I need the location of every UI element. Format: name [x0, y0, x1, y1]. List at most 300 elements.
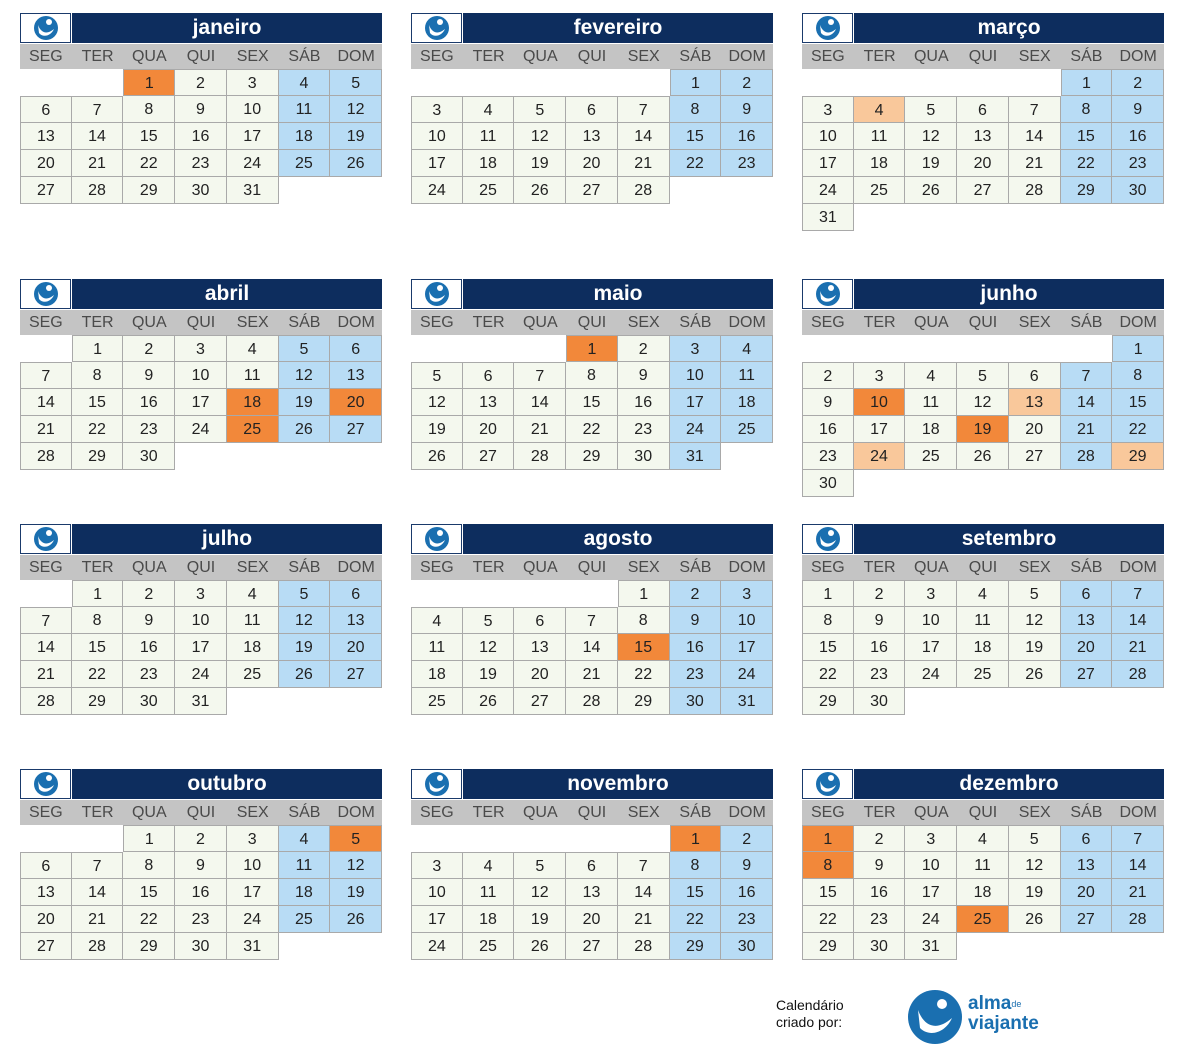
weekday-label: DOM: [728, 804, 766, 821]
day-cell: 12: [1009, 852, 1061, 879]
empty-cell: [411, 335, 463, 362]
day-cell: 14: [618, 879, 670, 906]
month-name: agosto: [463, 524, 773, 554]
day-cell: 29: [618, 688, 670, 715]
day-grid: [802, 825, 1164, 960]
day-cell: 30: [123, 443, 175, 470]
month-5: [802, 279, 1164, 497]
month-6: [20, 524, 382, 715]
day-cell: 4: [411, 607, 463, 634]
day-cell: 28: [1009, 177, 1061, 204]
weekday-label: SEX: [1018, 804, 1051, 821]
weekday-label: SEG: [28, 314, 63, 331]
day-cell: 26: [514, 177, 566, 204]
day-cell: 28: [1112, 661, 1164, 688]
day-cell: 24: [721, 661, 773, 688]
day-cell: 4: [905, 362, 957, 389]
day-cell: 9: [670, 607, 722, 634]
day-cell: 14: [566, 634, 618, 661]
day-cell: 3: [175, 335, 227, 362]
month-name: dezembro: [854, 769, 1164, 799]
weekday-label: SEG: [419, 314, 454, 331]
day-cell: 23: [854, 906, 906, 933]
month-4: [411, 279, 773, 470]
weekday-label: QUA: [522, 48, 558, 65]
day-cell: 16: [721, 123, 773, 150]
day-cell: 22: [123, 150, 175, 177]
day-cell: 11: [463, 123, 515, 150]
day-cell: 4: [463, 96, 515, 123]
day-grid: [411, 335, 773, 470]
day-cell: 22: [802, 661, 854, 688]
day-cell: 24: [175, 661, 227, 688]
day-cell: 21: [20, 416, 72, 443]
month-8: [802, 524, 1164, 715]
day-cell: 1: [72, 580, 124, 607]
day-cell: 19: [411, 416, 463, 443]
day-cell: 4: [279, 825, 331, 852]
day-cell: 27: [566, 933, 618, 960]
day-cell: 4: [957, 825, 1009, 852]
day-cell: 24: [905, 906, 957, 933]
day-cell: 10: [721, 607, 773, 634]
weekday-label: DOM: [1119, 48, 1157, 65]
day-cell: 11: [279, 96, 331, 123]
weekday-label: TER: [863, 559, 896, 576]
day-cell: 5: [463, 607, 515, 634]
weekday-label: SEG: [810, 314, 845, 331]
day-cell: 19: [279, 389, 331, 416]
day-cell: 27: [1009, 443, 1061, 470]
day-cell: 12: [411, 389, 463, 416]
day-cell: 20: [1061, 879, 1113, 906]
weekday-label: SEG: [810, 559, 845, 576]
day-cell: 25: [279, 150, 331, 177]
weekday-label: QUI: [968, 48, 998, 65]
day-cell: 22: [1061, 150, 1113, 177]
day-cell: 29: [802, 933, 854, 960]
weekday-label: DOM: [1119, 314, 1157, 331]
day-cell: 1: [670, 825, 722, 852]
day-cell: 12: [957, 389, 1009, 416]
day-cell: 5: [905, 96, 957, 123]
day-cell: 3: [227, 69, 279, 96]
day-cell: 11: [957, 852, 1009, 879]
day-cell: 23: [618, 416, 670, 443]
day-cell: 13: [20, 879, 72, 906]
empty-cell: [854, 69, 906, 96]
day-cell: 28: [1061, 443, 1113, 470]
day-cell: 8: [1061, 96, 1113, 123]
brand-logo: [906, 988, 1039, 1046]
day-cell: 7: [20, 362, 72, 389]
traveler-logo-icon: [411, 279, 462, 309]
day-cell: 24: [411, 933, 463, 960]
day-cell: 5: [514, 852, 566, 879]
day-cell: 28: [20, 688, 72, 715]
day-cell: 26: [1009, 906, 1061, 933]
day-cell: 15: [72, 389, 124, 416]
empty-cell: [514, 69, 566, 96]
day-cell: 22: [72, 416, 124, 443]
day-cell: 20: [463, 416, 515, 443]
weekday-label: TER: [863, 48, 896, 65]
day-cell: 16: [802, 416, 854, 443]
day-cell: 23: [175, 906, 227, 933]
day-cell: 29: [670, 933, 722, 960]
weekday-label: DOM: [1119, 559, 1157, 576]
day-cell: 30: [854, 933, 906, 960]
day-cell: 23: [123, 661, 175, 688]
weekday-header: [20, 555, 382, 580]
empty-cell: [463, 335, 515, 362]
month-1: [411, 13, 773, 204]
day-cell: 21: [20, 661, 72, 688]
weekday-label: SEX: [627, 314, 660, 331]
day-cell: 10: [905, 852, 957, 879]
day-cell: 7: [20, 607, 72, 634]
day-cell: 10: [854, 389, 906, 416]
weekday-label: QUA: [913, 48, 949, 65]
weekday-label: SÁB: [1070, 48, 1103, 65]
day-cell: 9: [721, 96, 773, 123]
day-cell: 16: [721, 879, 773, 906]
day-grid: [20, 825, 382, 960]
day-cell: 2: [721, 825, 773, 852]
weekday-label: SÁB: [1070, 314, 1103, 331]
day-cell: 27: [330, 416, 382, 443]
credit-line-2: criado por:: [776, 1014, 843, 1030]
day-cell: 2: [175, 825, 227, 852]
day-grid: [802, 69, 1164, 231]
day-cell: 29: [72, 688, 124, 715]
day-cell: 26: [463, 688, 515, 715]
day-cell: 15: [1061, 123, 1113, 150]
month-header: [20, 769, 382, 799]
day-cell: 9: [802, 389, 854, 416]
day-cell: 21: [566, 661, 618, 688]
weekday-label: QUI: [968, 804, 998, 821]
empty-cell: [905, 335, 957, 362]
empty-cell: [957, 69, 1009, 96]
day-cell: 23: [802, 443, 854, 470]
day-cell: 29: [72, 443, 124, 470]
day-cell: 27: [20, 933, 72, 960]
day-cell: 28: [566, 688, 618, 715]
day-cell: 10: [227, 96, 279, 123]
day-cell: 31: [670, 443, 722, 470]
day-cell: 19: [330, 123, 382, 150]
day-cell: 6: [1009, 362, 1061, 389]
weekday-label: QUA: [522, 314, 558, 331]
day-cell: 7: [72, 96, 124, 123]
day-cell: 11: [463, 879, 515, 906]
day-cell: 3: [227, 825, 279, 852]
empty-cell: [411, 825, 463, 852]
day-cell: 27: [1061, 661, 1113, 688]
day-cell: 18: [279, 123, 331, 150]
day-cell: 26: [905, 177, 957, 204]
day-cell: 13: [330, 362, 382, 389]
day-cell: 5: [1009, 825, 1061, 852]
day-cell: 6: [514, 607, 566, 634]
traveler-logo-icon: [411, 524, 462, 554]
day-cell: 5: [411, 362, 463, 389]
brand-name: alma: [968, 993, 1012, 1014]
empty-cell: [566, 580, 618, 607]
day-cell: 25: [227, 416, 279, 443]
day-cell: 8: [123, 96, 175, 123]
weekday-header: [802, 555, 1164, 580]
day-cell: 27: [463, 443, 515, 470]
empty-cell: [1061, 335, 1113, 362]
weekday-label: TER: [81, 48, 114, 65]
day-cell: 28: [20, 443, 72, 470]
day-cell: 24: [802, 177, 854, 204]
day-cell: 15: [566, 389, 618, 416]
empty-cell: [514, 580, 566, 607]
day-cell: 30: [175, 933, 227, 960]
empty-cell: [411, 580, 463, 607]
empty-cell: [802, 69, 854, 96]
day-cell: 9: [854, 852, 906, 879]
day-cell: 7: [1061, 362, 1113, 389]
day-cell: 8: [72, 362, 124, 389]
weekday-label: SÁB: [679, 48, 712, 65]
weekday-header: [411, 44, 773, 69]
empty-cell: [957, 335, 1009, 362]
day-cell: 21: [72, 150, 124, 177]
day-cell: 30: [854, 688, 906, 715]
day-cell: 11: [411, 634, 463, 661]
day-cell: 21: [1112, 879, 1164, 906]
day-cell: 14: [72, 123, 124, 150]
day-cell: 23: [721, 150, 773, 177]
day-cell: 30: [721, 933, 773, 960]
brand-small: de: [1011, 999, 1022, 1009]
weekday-label: QUI: [577, 804, 607, 821]
day-cell: 15: [123, 123, 175, 150]
day-cell: 10: [175, 362, 227, 389]
weekday-label: QUA: [522, 804, 558, 821]
day-cell: 27: [1061, 906, 1113, 933]
weekday-label: TER: [863, 314, 896, 331]
day-cell: 12: [330, 96, 382, 123]
weekday-label: QUA: [522, 559, 558, 576]
day-cell: 13: [20, 123, 72, 150]
day-cell: 5: [279, 335, 331, 362]
traveler-logo-icon: [411, 13, 462, 43]
empty-cell: [72, 69, 124, 96]
day-cell: 19: [330, 879, 382, 906]
empty-cell: [463, 825, 515, 852]
day-cell: 5: [957, 362, 1009, 389]
empty-cell: [802, 335, 854, 362]
weekday-label: QUA: [131, 804, 167, 821]
day-cell: 23: [175, 150, 227, 177]
day-cell: 29: [123, 177, 175, 204]
day-cell: 16: [123, 389, 175, 416]
weekday-label: TER: [472, 559, 505, 576]
empty-cell: [72, 825, 124, 852]
day-cell: 20: [20, 906, 72, 933]
day-cell: 7: [514, 362, 566, 389]
weekday-label: QUI: [186, 559, 216, 576]
weekday-label: SÁB: [288, 559, 321, 576]
day-cell: 26: [1009, 661, 1061, 688]
day-cell: 14: [20, 389, 72, 416]
day-cell: 31: [227, 177, 279, 204]
day-cell: 13: [1061, 852, 1113, 879]
day-cell: 9: [854, 607, 906, 634]
day-cell: 3: [411, 852, 463, 879]
day-cell: 20: [514, 661, 566, 688]
empty-cell: [618, 69, 670, 96]
day-cell: 20: [566, 150, 618, 177]
day-cell: 22: [1112, 416, 1164, 443]
weekday-label: QUI: [186, 48, 216, 65]
weekday-label: DOM: [728, 559, 766, 576]
day-cell: 18: [279, 879, 331, 906]
day-cell: 5: [1009, 580, 1061, 607]
day-cell: 4: [227, 335, 279, 362]
month-header: [411, 13, 773, 43]
day-cell: 8: [802, 607, 854, 634]
weekday-label: QUI: [186, 314, 216, 331]
day-cell: 9: [123, 607, 175, 634]
day-cell: 10: [227, 852, 279, 879]
brand-wordmark: [968, 994, 1039, 1034]
weekday-header: [411, 555, 773, 580]
month-name: janeiro: [72, 13, 382, 43]
day-cell: 11: [905, 389, 957, 416]
weekday-label: SEX: [236, 804, 269, 821]
day-cell: 1: [72, 335, 124, 362]
day-cell: 20: [330, 634, 382, 661]
day-cell: 2: [175, 69, 227, 96]
empty-cell: [566, 69, 618, 96]
day-cell: 1: [566, 335, 618, 362]
empty-cell: [20, 825, 72, 852]
day-cell: 17: [721, 634, 773, 661]
weekday-label: DOM: [1119, 804, 1157, 821]
day-cell: 7: [1009, 96, 1061, 123]
day-cell: 12: [330, 852, 382, 879]
day-cell: 25: [957, 661, 1009, 688]
day-cell: 9: [123, 362, 175, 389]
weekday-label: SÁB: [679, 559, 712, 576]
day-cell: 13: [566, 879, 618, 906]
weekday-label: SEX: [627, 48, 660, 65]
day-cell: 19: [514, 906, 566, 933]
day-cell: 26: [514, 933, 566, 960]
day-cell: 31: [905, 933, 957, 960]
day-cell: 16: [175, 123, 227, 150]
day-grid: [20, 335, 382, 470]
day-cell: 10: [175, 607, 227, 634]
weekday-label: QUA: [131, 48, 167, 65]
day-cell: 15: [670, 879, 722, 906]
day-cell: 3: [905, 580, 957, 607]
day-cell: 14: [1112, 852, 1164, 879]
month-header: [20, 524, 382, 554]
day-cell: 4: [854, 96, 906, 123]
day-cell: 2: [1112, 69, 1164, 96]
weekday-label: QUA: [131, 314, 167, 331]
day-cell: 15: [802, 879, 854, 906]
month-11: [802, 769, 1164, 960]
day-cell: 25: [957, 906, 1009, 933]
day-cell: 15: [123, 879, 175, 906]
month-name: maio: [463, 279, 773, 309]
day-cell: 8: [802, 852, 854, 879]
day-cell: 2: [670, 580, 722, 607]
day-cell: 9: [618, 362, 670, 389]
day-cell: 28: [72, 933, 124, 960]
month-header: [802, 524, 1164, 554]
day-cell: 22: [618, 661, 670, 688]
day-cell: 13: [957, 123, 1009, 150]
empty-cell: [20, 580, 72, 607]
day-cell: 7: [1112, 580, 1164, 607]
day-cell: 15: [72, 634, 124, 661]
day-cell: 29: [1112, 443, 1164, 470]
day-cell: 17: [227, 123, 279, 150]
weekday-label: SEX: [1018, 559, 1051, 576]
day-grid: [20, 69, 382, 204]
day-cell: 6: [330, 580, 382, 607]
day-cell: 19: [463, 661, 515, 688]
day-cell: 3: [802, 96, 854, 123]
day-cell: 17: [411, 150, 463, 177]
day-cell: 31: [175, 688, 227, 715]
weekday-header: [411, 800, 773, 825]
day-cell: 28: [72, 177, 124, 204]
day-cell: 10: [411, 123, 463, 150]
day-cell: 30: [1112, 177, 1164, 204]
day-cell: 1: [123, 825, 175, 852]
day-cell: 21: [514, 416, 566, 443]
day-cell: 21: [72, 906, 124, 933]
weekday-label: QUI: [577, 559, 607, 576]
weekday-header: [20, 44, 382, 69]
weekday-header: [411, 310, 773, 335]
day-cell: 25: [227, 661, 279, 688]
day-cell: 30: [802, 470, 854, 497]
empty-cell: [514, 335, 566, 362]
day-cell: 10: [905, 607, 957, 634]
day-cell: 5: [330, 69, 382, 96]
day-cell: 13: [566, 123, 618, 150]
day-cell: 10: [670, 362, 722, 389]
month-name: setembro: [854, 524, 1164, 554]
day-cell: 21: [1061, 416, 1113, 443]
day-cell: 27: [957, 177, 1009, 204]
day-cell: 31: [802, 204, 854, 231]
weekday-label: SÁB: [288, 804, 321, 821]
weekday-header: [20, 800, 382, 825]
day-cell: 18: [957, 879, 1009, 906]
day-cell: 29: [123, 933, 175, 960]
day-cell: 18: [411, 661, 463, 688]
day-cell: 18: [463, 150, 515, 177]
month-header: [411, 524, 773, 554]
day-cell: 28: [618, 933, 670, 960]
weekday-label: QUI: [577, 48, 607, 65]
day-cell: 21: [1009, 150, 1061, 177]
weekday-label: SÁB: [679, 314, 712, 331]
day-cell: 7: [1112, 825, 1164, 852]
